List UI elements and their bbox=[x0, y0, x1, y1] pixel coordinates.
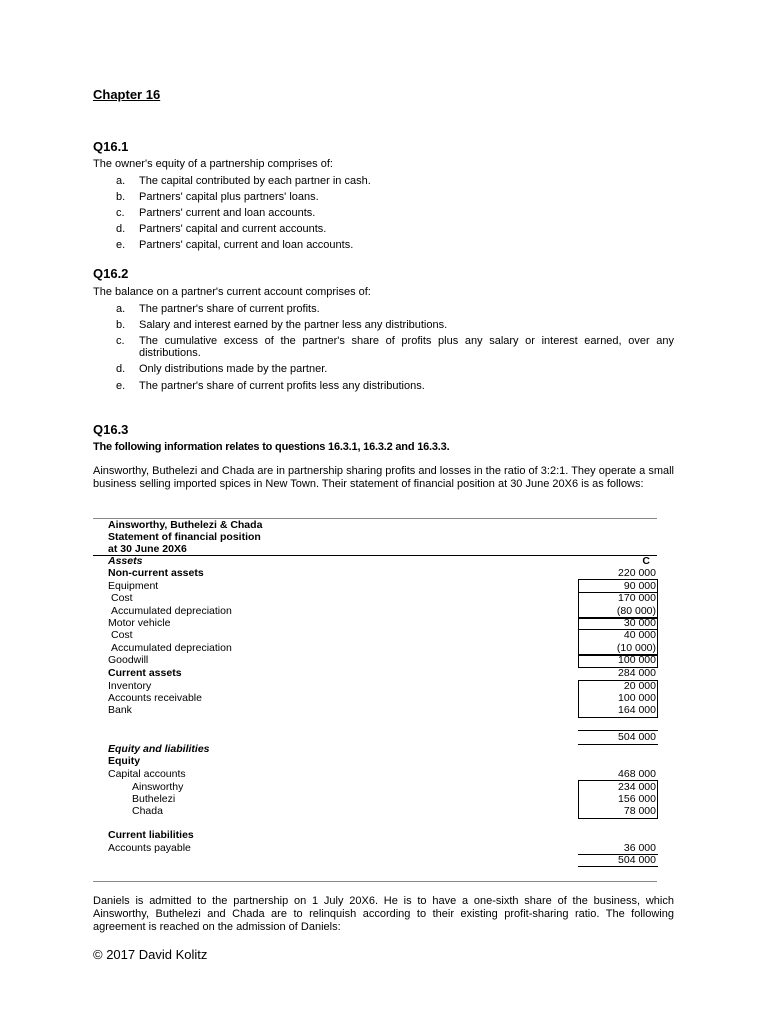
statement-row: 504 000 bbox=[618, 731, 656, 743]
q16-3-intro: The following information relates to questions 16.3.1, 16.3.2 and 16.3.3. bbox=[93, 441, 450, 453]
statement-row: Accounts receivable 100 000 bbox=[108, 692, 656, 704]
statement-row: Equipment 90 000 bbox=[108, 580, 656, 592]
total-assets-underline bbox=[578, 744, 658, 745]
statement-row: Equity and liabilities bbox=[108, 743, 210, 755]
statement-row: Accumulated depreciation (80 000) bbox=[111, 605, 656, 617]
statement-row: Accumulated depreciation (10 000) bbox=[111, 642, 656, 654]
q16-3-paragraph: Ainsworthy, Buthelezi and Chada are in partnership sharing profits and losses in the ratio of 3:2:1. They operate a small business selling imported spices in New Town. Their statement of financial position at 30 June 20X6 is as follows: bbox=[93, 465, 674, 490]
q16-3-heading: Q16.3 bbox=[93, 422, 129, 437]
goodwill-box bbox=[578, 654, 658, 668]
chapter-title: Chapter 16 bbox=[93, 87, 161, 102]
statement-row: Accounts payable 36 000 bbox=[108, 842, 656, 854]
q16-2-heading: Q16.2 bbox=[93, 266, 129, 281]
current-assets-box bbox=[578, 680, 658, 718]
statement-row: Inventory 20 000 bbox=[108, 680, 656, 692]
statement-bottom-border bbox=[93, 881, 657, 882]
capital-accounts-box bbox=[578, 780, 658, 819]
q16-1-heading: Q16.1 bbox=[93, 139, 129, 154]
q16-2-prompt: The balance on a partner's current account comprises of: bbox=[93, 286, 371, 298]
footer-copyright: © 2017 David Kolitz bbox=[93, 947, 208, 962]
statement-row: Goodwill 100 000 bbox=[108, 654, 656, 666]
statement-row: Ainsworthy 234 000 bbox=[132, 781, 656, 793]
statement-row: Non-current assets 220 000 bbox=[108, 567, 656, 579]
statement-row: Buthelezi 156 000 bbox=[132, 793, 656, 805]
statement-row: Current liabilities bbox=[108, 829, 194, 841]
statement-row: Assets C bbox=[108, 555, 650, 567]
closing-paragraph: Daniels is admitted to the partnership on 1 July 20X6. He is to have a one-sixth share of the business, which Ainsworthy, Buthelezi and Chada are to relinquish according to their existing profit-sharing ratio. The following agreement is reached on the admission of Daniels: bbox=[93, 895, 674, 933]
statement-title-name: Statement of financial position bbox=[108, 531, 261, 543]
statement-row: Equity bbox=[108, 755, 141, 767]
statement-row: Capital accounts 468 000 bbox=[108, 768, 656, 780]
statement-row: Motor vehicle 30 000 bbox=[108, 617, 656, 629]
total-liabilities-rule bbox=[578, 854, 658, 855]
motor-vehicle-inner-rule bbox=[578, 629, 658, 630]
statement-row: Current assets 284 000 bbox=[108, 667, 656, 679]
motor-vehicle-box bbox=[578, 617, 658, 656]
equipment-inner-rule bbox=[578, 592, 658, 593]
total-liabilities-underline bbox=[578, 866, 658, 867]
statement-row: Chada 78 000 bbox=[132, 805, 656, 817]
statement-title-entity: Ainsworthy, Buthelezi & Chada bbox=[108, 519, 263, 531]
statement-row: Cost 170 000 bbox=[111, 592, 656, 604]
statement-title-date: at 30 June 20X6 bbox=[108, 543, 187, 555]
equipment-box bbox=[578, 579, 658, 619]
statement-row: Cost 40 000 bbox=[111, 629, 656, 641]
statement-row: 504 000 bbox=[618, 854, 656, 866]
statement-row: Bank 164 000 bbox=[108, 704, 656, 716]
total-assets-rule bbox=[578, 730, 658, 731]
q16-1-prompt: The owner's equity of a partnership comprises of: bbox=[93, 158, 333, 170]
